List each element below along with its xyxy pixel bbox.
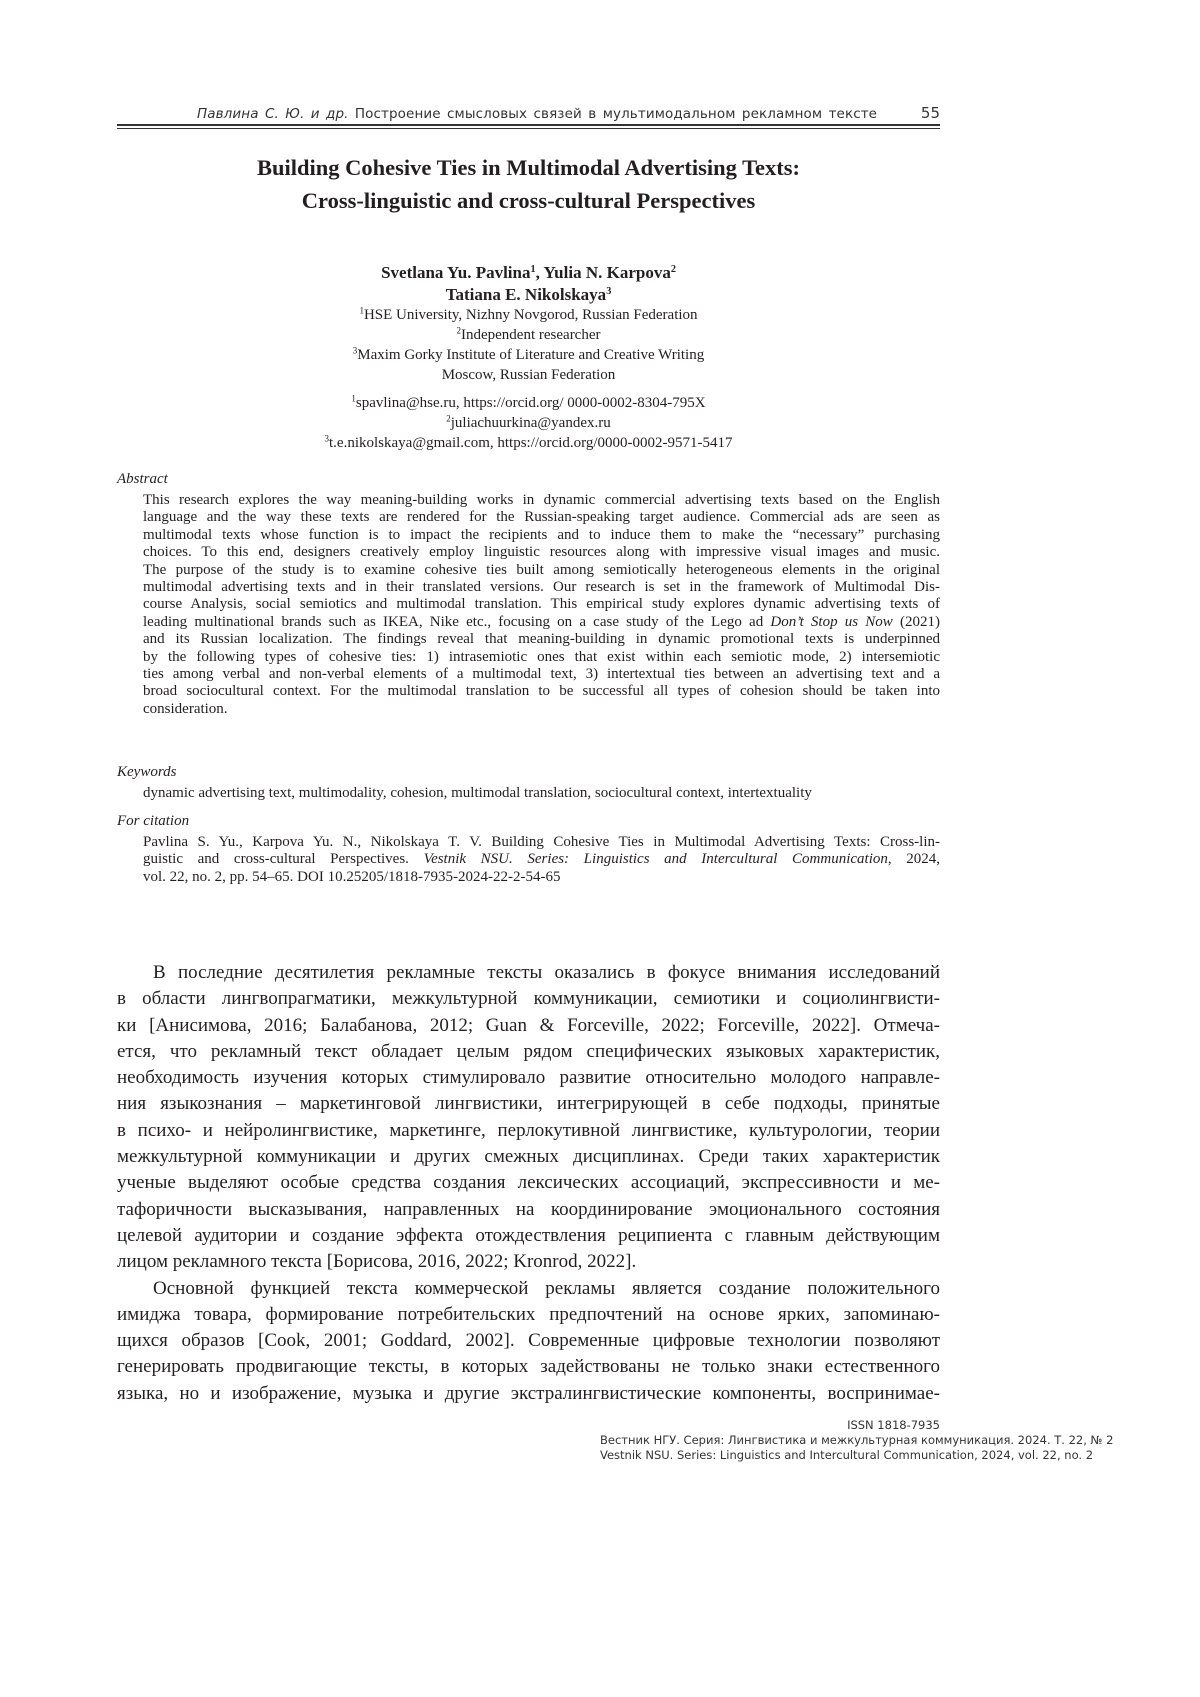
affiliation	[117, 305, 940, 325]
header-rule-thin	[117, 128, 940, 129]
text-line: broad sociocultural context. For the multimodal translation to be successful all types of cohesion should be taken into	[143, 683, 940, 700]
body-text	[117, 960, 940, 1407]
text-line: языка, но и изображение, музыка и другие экстралингвистические компоненты, воспринимае-	[117, 1381, 940, 1407]
footer-issn: ISSN 1818-7935	[600, 1418, 940, 1433]
email-sup: 2	[446, 414, 451, 424]
author-sup: 3	[606, 286, 611, 297]
text-line: тафоричности высказывания, направленных на координирование эмоционального состояния	[117, 1197, 940, 1223]
text-line: This research explores the way meaning-building works in dynamic commercial advertising texts based on the English	[143, 492, 940, 509]
text-line: ученые выделяют особые средства создания лексических ассоциаций, экспрессивности и ме-	[117, 1170, 940, 1196]
text-line: choices. To this end, designers creatively employ linguistic resources along with impressive visual images and music.	[143, 544, 940, 561]
email-text: t.e.nikolskaya@gmail.com, https://orcid.org/0000-0002-9571-5417	[329, 435, 732, 451]
title-line: Cross-linguistic and cross-cultural Perspectives	[117, 184, 940, 217]
text-line: multimodal texts whose function is to impact the recipients and to induce them to make the “necessary” purchasing	[143, 527, 940, 544]
authors: Svetlana Yu. Pavlina1, Yulia N. Karpova2 Tatiana E. Nikolskaya3	[117, 262, 940, 306]
text-line: имиджа товара, формирование потребительских предпочтений на основе ярких, запоминаю-	[117, 1302, 940, 1328]
affiliation	[117, 365, 940, 385]
footer-journal-en: Vestnik NSU. Series: Linguistics and Intercultural Communication, 2024, vol. 22, no. 2	[600, 1448, 940, 1463]
footer-journal-ru: Вестник НГУ. Серия: Лингвистика и межкультурная коммуникация. 2024. Т. 22, № 2	[600, 1433, 940, 1448]
text-segment: , 2024,	[888, 851, 940, 867]
abstract-text	[143, 492, 940, 718]
citation-label: For citation	[117, 813, 189, 830]
email-text: spavlina@hse.ru, https://orcid.org/ 0000-0002-8304-795X	[356, 395, 706, 411]
text-line: The purpose of the study is to examine cohesive ties built among semiotically heterogeneous elements in the original	[143, 562, 940, 579]
italic-segment: Vestnik NSU. Series: Linguistics and Intercultural Communication	[424, 851, 888, 867]
text-line: multimodal advertising texts and in their translated versions. Our research is set in the framework of Multimodal Dis-	[143, 579, 940, 596]
author-sup: 1	[530, 264, 535, 275]
text-line: ки [Анисимова, 2016; Балабанова, 2012; Guan & Forceville, 2022; Forceville, 2022]. Отмеча-	[117, 1013, 940, 1039]
text-line	[143, 614, 940, 631]
text-line: целевой аудитории и создание эффекта отождествления реципиента с главным действующим	[117, 1223, 940, 1249]
text-line: ties among verbal and non-verbal elements of a multimodal text, 3) intertextual ties between an advertising text and a	[143, 666, 940, 683]
email-text: juliachuurkina@yandex.ru	[451, 415, 611, 431]
title-line: Building Cohesive Ties in Multimodal Advertising Texts:	[117, 151, 940, 184]
text-line: and its Russian localization. The findings reveal that meaning-building in dynamic promotional texts is underpinned	[143, 631, 940, 648]
text-line: by the following types of cohesive ties: 1) intrasemiotic ones that exist within each semiotic mode, 2) intersemiotic	[143, 649, 940, 666]
text-line: dynamic advertising text, multimodality, cohesion, multimodal translation, sociocultural context, intertextuality	[143, 785, 940, 802]
header-rule-thick	[117, 124, 940, 126]
affiliation-sup: 2	[457, 326, 462, 336]
affiliation-sup: 3	[353, 346, 358, 356]
text-segment: В последние десятилетия рекламные тексты оказались в фокусе внимания исследований	[153, 962, 940, 983]
text-line: в области лингвопрагматики, межкультурной коммуникации, семиотики и социолингвисти-	[117, 986, 940, 1012]
emails	[117, 393, 940, 453]
text-line: course Analysis, social semiotics and multimodal translation. This empirical study explores dynamic advertising texts of	[143, 596, 940, 613]
text-line: vol. 22, no. 2, pp. 54–65. DOI 10.25205/1818-7935-2024-22-2-54-65	[143, 869, 940, 886]
text-line: в психо- и нейролингвистике, маркетинге, перлокутивной лингвистике, культурологии, теории	[117, 1118, 940, 1144]
email-line	[117, 393, 940, 413]
page-number: 55	[921, 104, 940, 122]
citation-text	[143, 834, 940, 886]
email-line	[117, 433, 940, 453]
text-line: language and the way these texts are rendered for the Russian-speaking target audience. Commercial ads are seen as	[143, 509, 940, 526]
text-segment: (2021)	[893, 614, 940, 630]
text-line: необходимость изучения которых стимулировало развитие относительно молодого направле-	[117, 1065, 940, 1091]
affiliation-text: Maxim Gorky Institute of Literature and Creative Writing	[357, 347, 704, 363]
email-sup: 1	[351, 394, 356, 404]
text-line: межкультурной коммуникации и других смежных дисциплинах. Среди таких характеристик	[117, 1144, 940, 1170]
text-line: ется, что рекламный текст обладает целым рядом специфических языковых характеристик,	[117, 1039, 940, 1065]
text-segment: leading multinational brands such as IKEA, Nike etc., focusing on a case study of the Lego ad	[143, 614, 770, 630]
author-name: Tatiana E. Nikolskaya	[446, 285, 606, 304]
author-sup: 2	[671, 264, 676, 275]
affiliation-sup: 1	[359, 306, 364, 316]
affiliation	[117, 325, 940, 345]
text-line	[117, 960, 940, 986]
text-line	[143, 851, 940, 868]
text-line: ния языкознания – маркетинговой лингвистики, интегрирующей в себе подходы, принятые	[117, 1091, 940, 1117]
running-head-title: Построение смысловых связей в мультимодальном рекламном тексте	[355, 106, 877, 122]
italic-segment: Don’t Stop us Now	[770, 614, 892, 630]
text-line: Pavlina S. Yu., Karpova Yu. N., Nikolskaya T. V. Building Cohesive Ties in Multimodal Advertising Texts: Cross-lin-	[143, 834, 940, 851]
text-segment: guistic and cross-cultural Perspectives.	[143, 851, 424, 867]
running-head-text	[197, 106, 877, 122]
text-line: лицом рекламного текста [Борисова, 2016, 2022; Kronrod, 2022].	[117, 1249, 940, 1275]
author-name: Svetlana Yu. Pavlina	[381, 263, 530, 282]
page-footer	[600, 1418, 940, 1463]
affiliation-text: Moscow, Russian Federation	[442, 367, 616, 383]
text-line: генерировать продвигающие тексты, в которых задействованы не только знаки естественного	[117, 1354, 940, 1380]
article-title	[117, 151, 940, 217]
text-line: щихся образов [Cook, 2001; Goddard, 2002]. Современные цифровые технологии позволяют	[117, 1328, 940, 1354]
keywords-label: Keywords	[117, 764, 176, 781]
text-line: consideration.	[143, 701, 940, 718]
text-line	[117, 1276, 940, 1302]
abstract-label: Abstract	[117, 471, 168, 488]
author-name: Yulia N. Karpova	[543, 263, 670, 282]
affiliation-text: HSE University, Nizhny Novgorod, Russian Federation	[364, 307, 698, 323]
email-line	[117, 413, 940, 433]
affiliation-text: Independent researcher	[461, 327, 601, 343]
affiliations	[117, 305, 940, 385]
email-sup: 3	[325, 434, 330, 444]
keywords-text	[143, 785, 940, 802]
running-head-authors: Павлина С. Ю. и др.	[197, 106, 349, 122]
text-segment: Основной функцией текста коммерческой рекламы является создание положительного	[153, 1278, 940, 1299]
affiliation	[117, 345, 940, 365]
